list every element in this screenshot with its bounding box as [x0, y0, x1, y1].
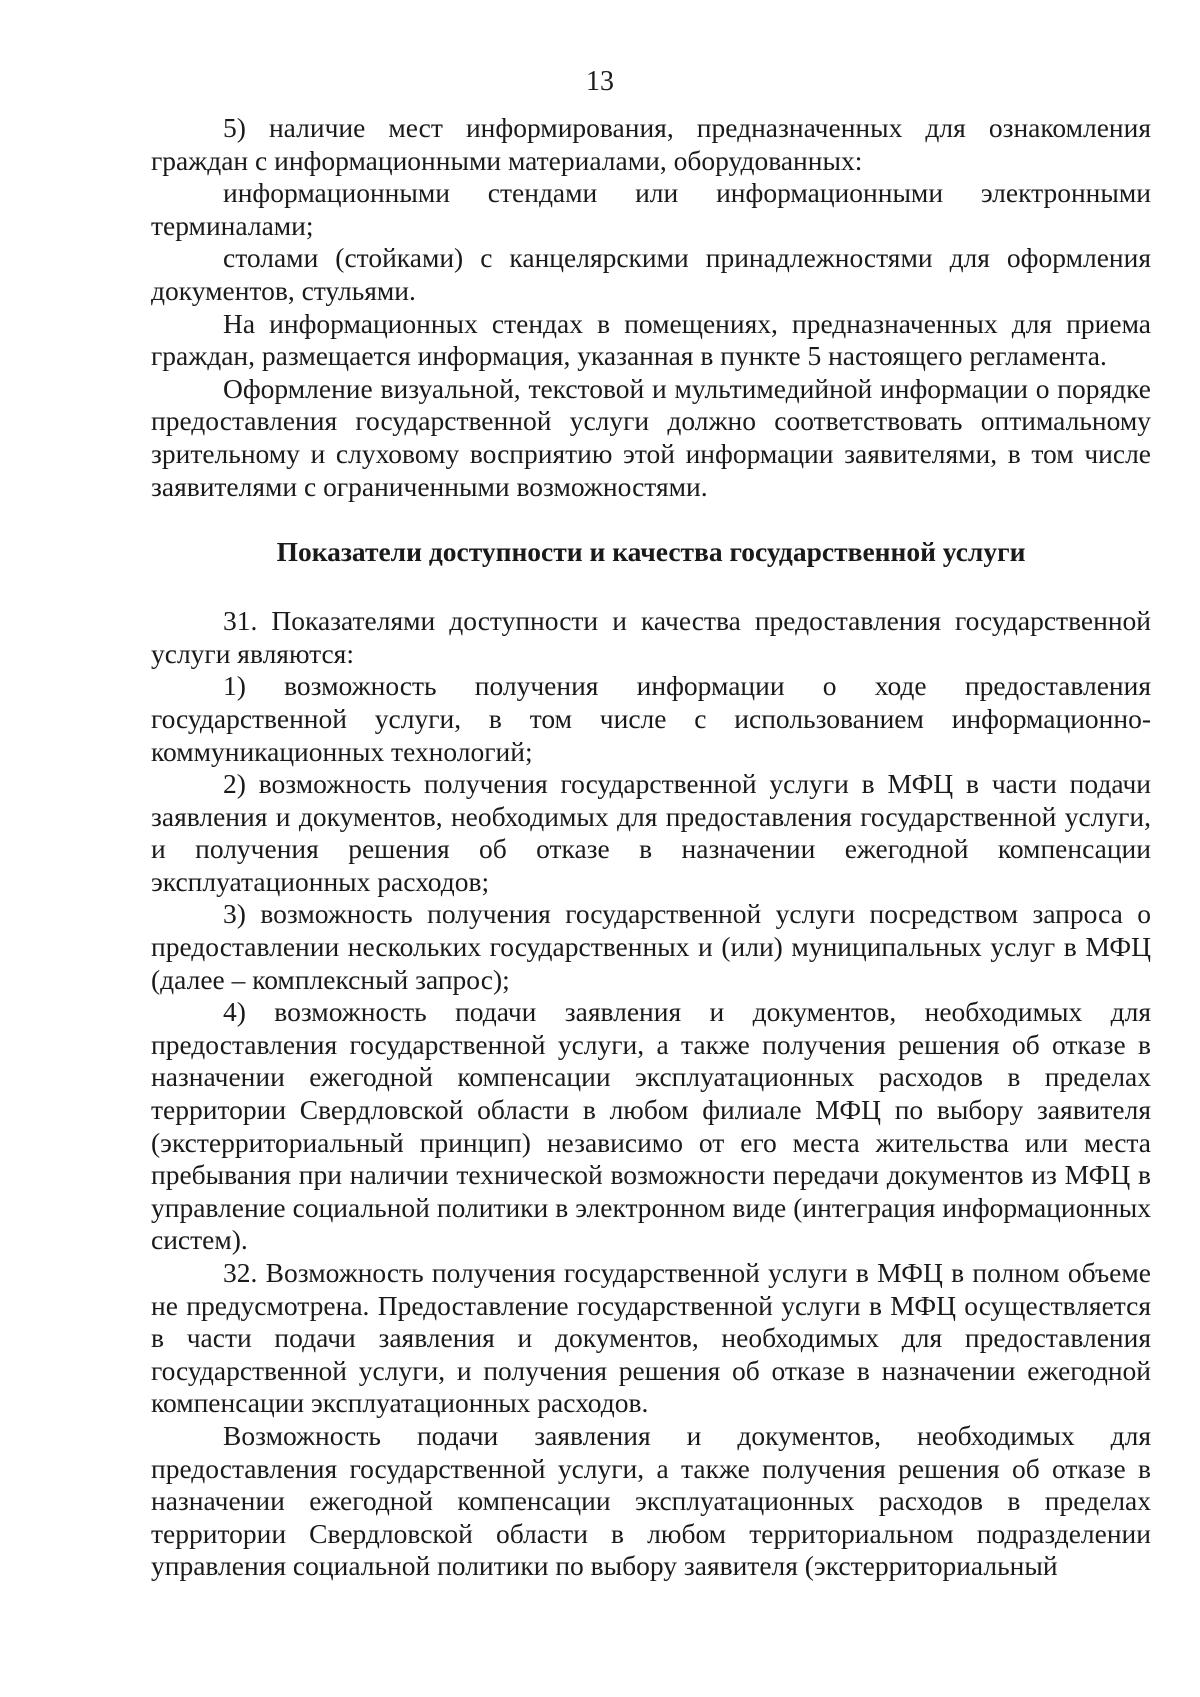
section-heading: Показатели доступности и качества государственной услуги	[276, 536, 1026, 568]
paragraph-desks: столами (стойками) с канцелярскими принадлежностями для оформления документов, стульями.	[151, 242, 1151, 306]
paragraph-31-item-4: 4) возможность подачи заявления и документов, необходимых для предоставления государственной услуги, а также получения решения об отказе в назначении ежегодной компенсации эксплуатационных расходов в пределах территории Свердловской области в любом филиале МФЦ по выбору заявителя (экстерриториальный принцип) независимо от его места жительства или места пребывания при наличии технической возможности передачи документов из МФЦ в управление социальной политики в электронном виде (интеграция информационных систем).	[151, 996, 1151, 1256]
paragraph-31-item-2: 2) возможность получения государственной услуги в МФЦ в части подачи заявления и документов, необходимых для предоставления государственной услуги, и получения решения об отказе в назначении ежегодной компенсации эксплуатационных расходов;	[151, 768, 1151, 897]
page-number: 13	[586, 66, 614, 97]
paragraph-item-5-info-places: 5) наличие мест информирования, предназначенных для ознакомления граждан с информационными материалами, оборудованных:	[151, 112, 1151, 176]
document-body	[151, 112, 1151, 1583]
paragraph-31: 31. Показателями доступности и качества предоставления государственной услуги являются:	[151, 605, 1151, 669]
paragraph-31-item-1: 1) возможность получения информации о ходе предоставления государственной услуги, в том числе с использованием информационно-коммуникационных технологий;	[151, 670, 1151, 767]
paragraph-extraterritorial: Возможность подачи заявления и документов, необходимых для предоставления государственной услуги, а также получения решения об отказе в назначении ежегодной компенсации эксплуатационных расходов в пределах территории Свердловской области в любом территориальном подразделении управления социальной политики по выбору заявителя (экстерриториальный	[151, 1419, 1151, 1582]
paragraph-info-stands: информационными стендами или информационными электронными терминалами;	[151, 177, 1151, 241]
paragraph-32: 32. Возможность получения государственной услуги в МФЦ в полном объеме не предусмотрена. Предоставление государственной услуги в МФЦ осуществляется в части подачи заявления и документов, необходимых для предоставления государственной услуги, и получения решения об отказе в назначении ежегодной компенсации эксплуатационных расходов.	[151, 1257, 1151, 1419]
paragraph-stand-info: На информационных стендах в помещениях, предназначенных для приема граждан, размещается информация, указанная в пункте 5 настоящего регламента.	[151, 307, 1151, 372]
paragraph-info-design: Оформление визуальной, текстовой и мультимедийной информации о порядке предоставления государственной услуги должно соответствовать оптимальному зрительному и слуховому восприятию этой информации заявителями, в том числе заявителями с ограниченными возможностями.	[151, 372, 1151, 502]
paragraph-31-item-3: 3) возможность получения государственной услуги посредством запроса о предоставлении нескольких государственных и (или) муниципальных услуг в МФЦ (далее – комплексный запрос);	[151, 898, 1151, 995]
